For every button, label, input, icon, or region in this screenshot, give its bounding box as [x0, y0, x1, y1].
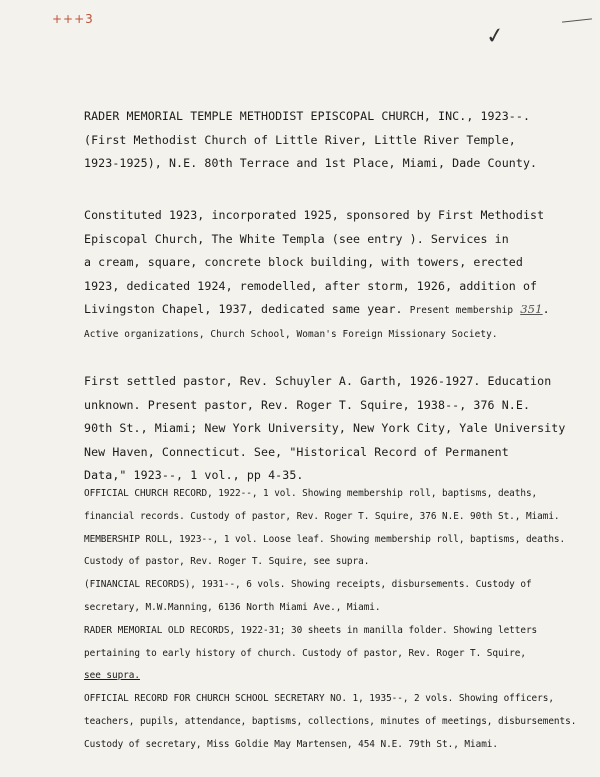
record-line: (FINANCIAL RECORDS), 1931--, 6 vols. Showing receipts, disbursements. Custody of — [84, 579, 532, 591]
pastor-paragraph — [84, 370, 596, 488]
history-paragraph — [84, 204, 596, 347]
record-line: RADER MEMORIAL OLD RECORDS, 1922-31; 30 sheets in manilla folder. Showing letters — [84, 624, 538, 636]
organizations-line: Active organizations, Church School, Woman's Foreign Missionary Society. — [84, 328, 498, 340]
record-line: pertaining to early history of church. Custody of pastor, Rev. Roger T. Squire, — [84, 647, 526, 659]
record-line: teachers, pupils, attendance, baptisms, collections, minutes of meetings, disbursements. — [84, 715, 577, 727]
record-line: Custody of secretary, Miss Goldie May Martensen, 454 N.E. 79th St., Miami. — [84, 738, 498, 750]
membership-count: 351 — [520, 302, 543, 317]
history-line: Episcopal Church, The White Templa (see entry ). Services in — [84, 231, 509, 246]
record-line: MEMBERSHIP ROLL, 1923--, 1 vol. Loose leaf. Showing membership roll, baptisms, deaths. — [84, 533, 566, 545]
pastor-line: First settled pastor, Rev. Schuyler A. Garth, 1926-1927. Education — [84, 374, 552, 388]
pastor-line: New Haven, Connecticut. See, "Historical Record of Permanent — [84, 444, 509, 459]
check-mark-icon: ✓ — [484, 22, 507, 51]
history-line: Constituted 1923, incorporated 1925, sponsored by First Methodist — [84, 208, 545, 222]
header-line: (First Methodist Church of Little River, Little River Temple, — [84, 132, 516, 147]
record-line: Custody of pastor, Rev. Roger T. Squire, see supra. — [84, 556, 370, 568]
record-line: see supra. — [84, 670, 140, 682]
records-list — [84, 483, 596, 757]
record-line: OFFICIAL CHURCH RECORD, 1922--, 1 vol. Showing membership roll, baptisms, deaths, — [84, 488, 538, 499]
history-line-text: Livingston Chapel, 1937, dedicated same year. — [84, 302, 403, 317]
header-line: 1923-1925), N.E. 80th Terrace and 1st Place, Miami, Dade County. — [84, 156, 538, 171]
history-line: a cream, square, concrete block building, with towers, erected — [84, 255, 523, 270]
header-line: RADER MEMORIAL TEMPLE METHODIST EPISCOPAL CHURCH, INC., 1923--. — [84, 109, 531, 123]
history-line: Livingston Chapel, 1937, dedicated same year. Present membership 351. — [84, 302, 550, 317]
membership-label: Present membership — [409, 305, 514, 317]
pencil-line — [562, 18, 592, 22]
record-line: OFFICIAL RECORD FOR CHURCH SCHOOL SECRETARY NO. 1, 1935--, 2 vols. Showing officers, — [84, 693, 554, 705]
pastor-line: 90th St., Miami; New York University, New York City, Yale University — [84, 421, 566, 436]
header-paragraph — [84, 105, 596, 176]
record-line: financial records. Custody of pastor, Rev. Roger T. Squire, 376 N.E. 90th St., Miami. — [84, 510, 560, 522]
history-line: 1923, dedicated 1924, remodelled, after storm, 1926, addition of — [84, 278, 538, 293]
pastor-line: Data," 1923--, 1 vol., pp 4-35. — [84, 468, 304, 483]
record-line: secretary, M.W.Manning, 6136 North Miami Ave., Miami. — [84, 601, 381, 613]
red-pencil-mark: +++3 — [52, 12, 94, 26]
pastor-line: unknown. Present pastor, Rev. Roger T. Squire, 1938--, 376 N.E. — [84, 397, 531, 412]
